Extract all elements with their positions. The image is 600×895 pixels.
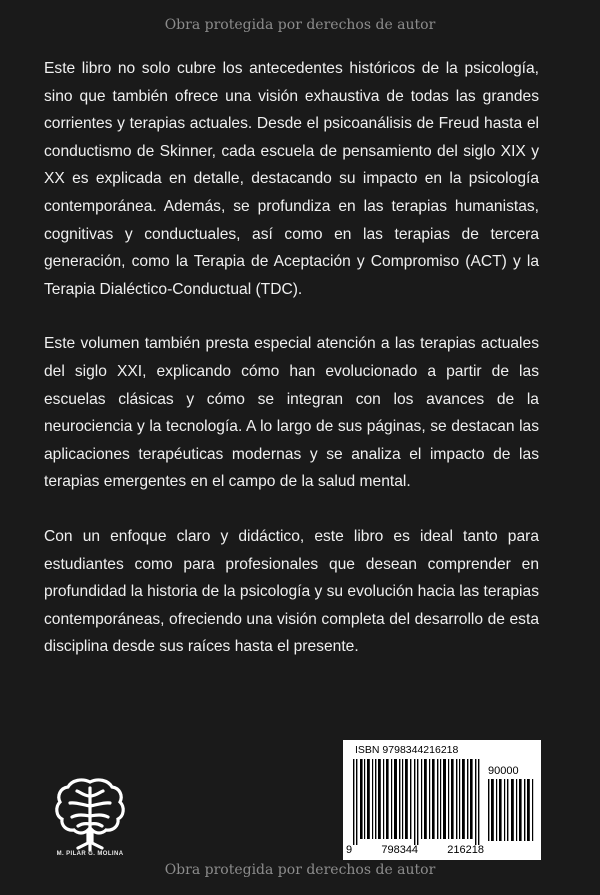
barcode-digit-group-right: 216218 bbox=[447, 844, 484, 856]
back-cover-text bbox=[44, 55, 539, 661]
barcode-digit-group-left: 798344 bbox=[381, 844, 419, 856]
copyright-watermark-top: Obra protegida por derechos de autor bbox=[164, 17, 436, 33]
paragraph-1: Este libro no solo cubre los antecedentes históricos de la psicología, sino que también ofrece una visión exhaustiva de todas las grandes corrientes y terapias actuales. Desde el psicoanálisis de Freud hasta el conductismo de Skinner, cada escuela de pensamiento del siglo XIX y XX es explicada en detalle, destacando su impacto en la psicología contemporánea. Además, se profundiza en las terapias humanistas, cognitivas y conductuales, así como en las terapias de tercera generación, como la Terapia de Aceptación y Compromiso (ACT) y la Terapia Dialéctico-Conductual (TDC). bbox=[44, 60, 539, 298]
barcode-digit-prefix: 9 bbox=[346, 844, 353, 856]
copyright-watermark-bottom: Obra protegida por derechos de autor bbox=[164, 862, 436, 878]
isbn-label: ISBN 9798344216218 bbox=[355, 744, 459, 756]
barcode-digits bbox=[346, 844, 484, 856]
price-barcode-bars bbox=[487, 779, 535, 841]
paragraph-3: Con un enfoque claro y didáctico, este libro es ideal tanto para estudiantes como para profesionales que desean comprender en profundidad la historia de la psicología y su evolución hacia las terapias contemporáneas, ofreciendo una visión completa del desarrollo de esta disciplina desde sus raíces hasta el presente. bbox=[44, 527, 539, 656]
paragraph-2: Este volumen también presta especial atención a las terapias actuales del siglo XXI, explicando cómo han evolucionado a partir de las escuelas clásicas y cómo se integran con los avances de la neurociencia y la tecnología. A lo largo de sus páginas, se destacan las aplicaciones terapéuticas modernas y se analiza el impacto de las terapias emergentes en el campo de la salud mental. bbox=[44, 335, 539, 491]
author-logo-caption: M. PILAR G. MOLINA bbox=[56, 851, 124, 857]
barcode-bars bbox=[351, 759, 485, 847]
isbn-barcode bbox=[343, 740, 541, 860]
price-code: 90000 bbox=[488, 765, 519, 777]
